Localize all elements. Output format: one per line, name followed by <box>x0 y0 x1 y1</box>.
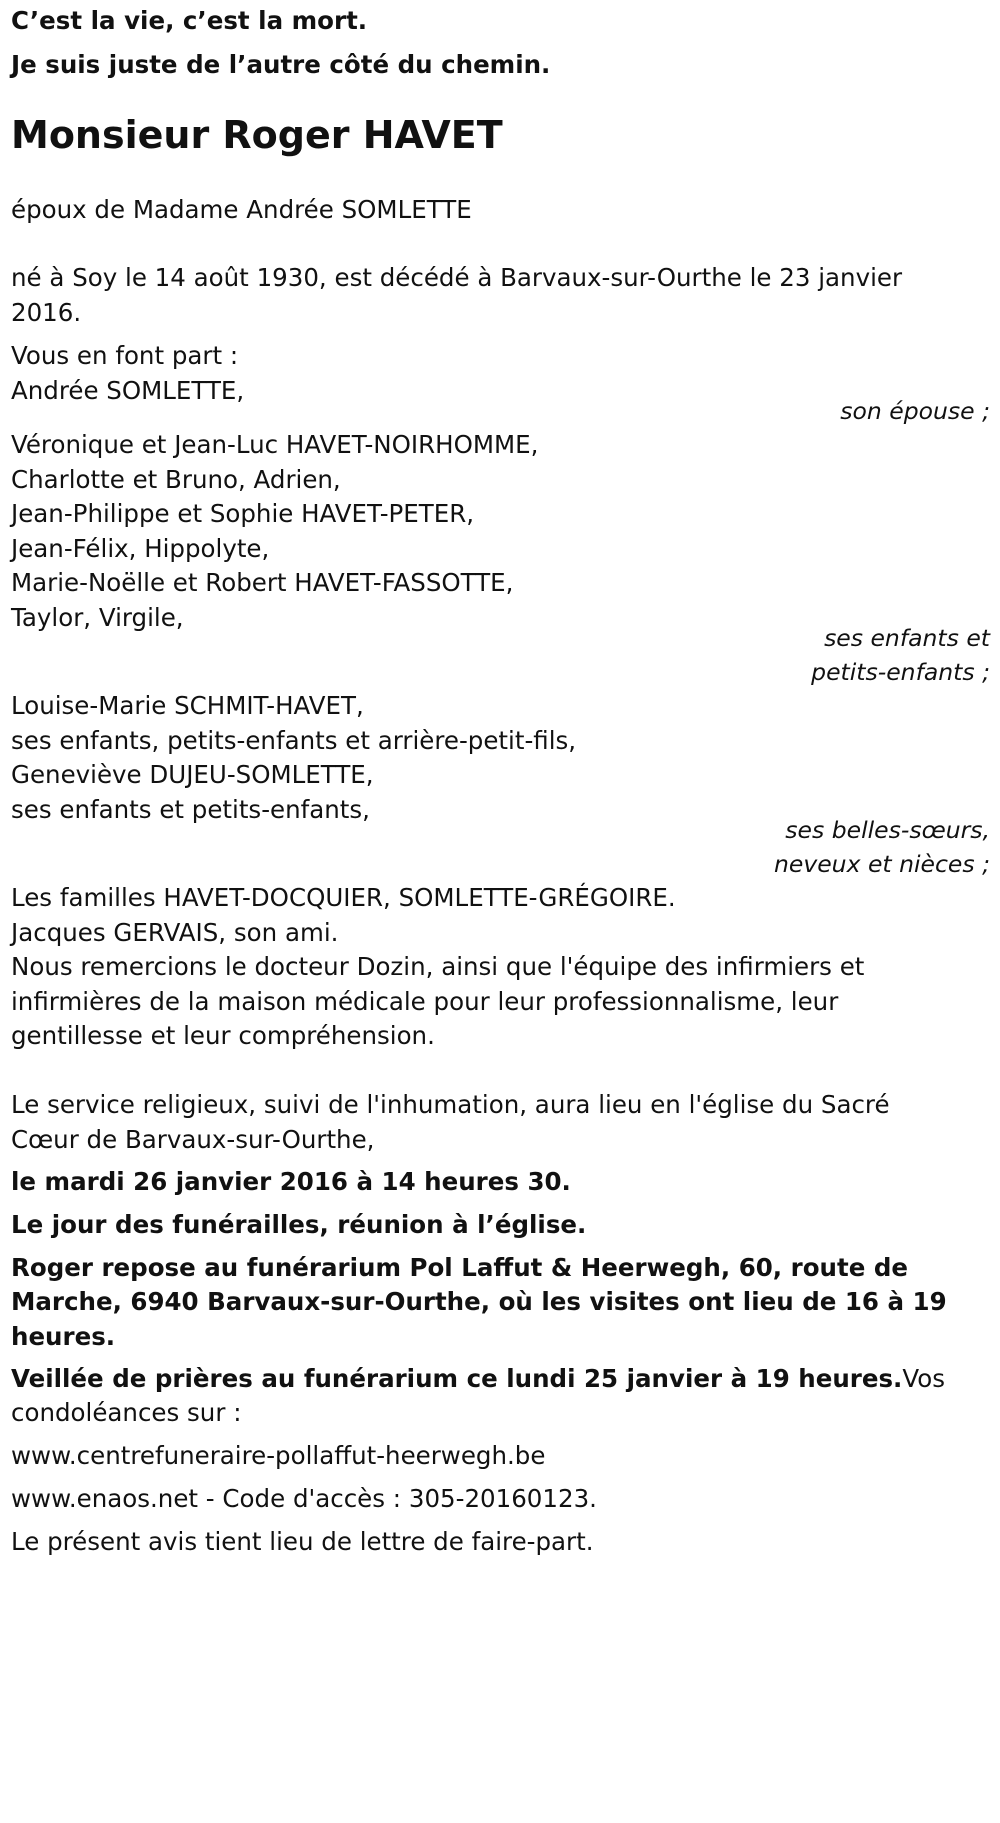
birth-death-line-1: né à Soy le 14 août 1930, est décédé à Barvaux-sur-Ourthe le 23 janvier <box>11 263 903 292</box>
service-line-1: Le service religieux, suivi de l'inhumation, aura lieu en l'église du Sacré <box>11 1090 890 1119</box>
children-role-1: ses enfants et <box>824 624 990 652</box>
service-meeting: Le jour des funérailles, réunion à l’église. <box>11 1210 587 1239</box>
sisters-role-2: neveux et nièces ; <box>773 850 990 878</box>
others-line-1: Les familles HAVET-DOCQUIER, SOMLETTE-GRÉGOIRE. <box>11 883 676 912</box>
thanks-line-3: gentillesse et leur compréhension. <box>11 1021 435 1050</box>
birth-death-line-2: 2016. <box>11 298 82 327</box>
others-line-2: Jacques GERVAIS, son ami. <box>11 918 339 947</box>
condolences-line: condoléances sur : <box>11 1398 242 1427</box>
children-role-2: petits-enfants ; <box>811 658 990 686</box>
child-line-6: Taylor, Virgile, <box>11 603 184 632</box>
rest-line-1: Roger repose au funérarium Pol Laffut & Heerwegh, 60, route de <box>11 1253 908 1282</box>
spouse-name: Andrée SOMLETTE, <box>11 376 245 405</box>
sister-line-4: ses enfants et petits-enfants, <box>11 795 370 824</box>
condolences-start: Vos <box>902 1364 945 1393</box>
announce-line: Vous en font part : <box>11 341 239 370</box>
spouse-line: époux de Madame Andrée SOMLETTE <box>11 195 472 224</box>
child-line-3: Jean-Philippe et Sophie HAVET-PETER, <box>11 499 475 528</box>
page-title: Monsieur Roger HAVET <box>11 113 503 157</box>
thanks-line-1: Nous remercions le docteur Dozin, ainsi que l'équipe des infirmiers et <box>11 952 865 981</box>
sisters-role-1: ses belles-sœurs, <box>785 816 990 844</box>
sister-line-3: Geneviève DUJEU-SOMLETTE, <box>11 760 374 789</box>
service-date: le mardi 26 janvier 2016 à 14 heures 30. <box>11 1167 571 1196</box>
child-line-1: Véronique et Jean-Luc HAVET-NOIRHOMME, <box>11 430 539 459</box>
child-line-5: Marie-Noëlle et Robert HAVET-FASSOTTE, <box>11 568 514 597</box>
spouse-role: son épouse ; <box>840 397 990 425</box>
sister-line-2: ses enfants, petits-enfants et arrière-petit-fils, <box>11 726 577 755</box>
sister-line-1: Louise-Marie SCHMIT-HAVET, <box>11 691 364 720</box>
vigil-text: Veillée de prières au funérarium ce lundi 25 janvier à 19 heures. <box>11 1364 903 1393</box>
rest-line-2: Marche, 6940 Barvaux-sur-Ourthe, où les visites ont lieu de 16 à 19 <box>11 1287 947 1316</box>
quote-line-1: C’est la vie, c’est la mort. <box>11 6 368 35</box>
quote-line-2: Je suis juste de l’autre côté du chemin. <box>11 50 551 79</box>
child-line-2: Charlotte et Bruno, Adrien, <box>11 465 341 494</box>
footer-note: Le présent avis tient lieu de lettre de faire-part. <box>11 1527 594 1556</box>
thanks-line-2: infirmières de la maison médicale pour leur professionnalisme, leur <box>11 987 839 1016</box>
rest-line-3: heures. <box>11 1322 116 1351</box>
link-funeral-site[interactable]: www.centrefuneraire-pollaffut-heerwegh.be <box>11 1441 546 1470</box>
service-line-2: Cœur de Barvaux-sur-Ourthe, <box>11 1125 375 1154</box>
child-line-4: Jean-Félix, Hippolyte, <box>11 534 270 563</box>
link-enaos[interactable]: www.enaos.net - Code d'accès : 305-20160123. <box>11 1484 597 1513</box>
